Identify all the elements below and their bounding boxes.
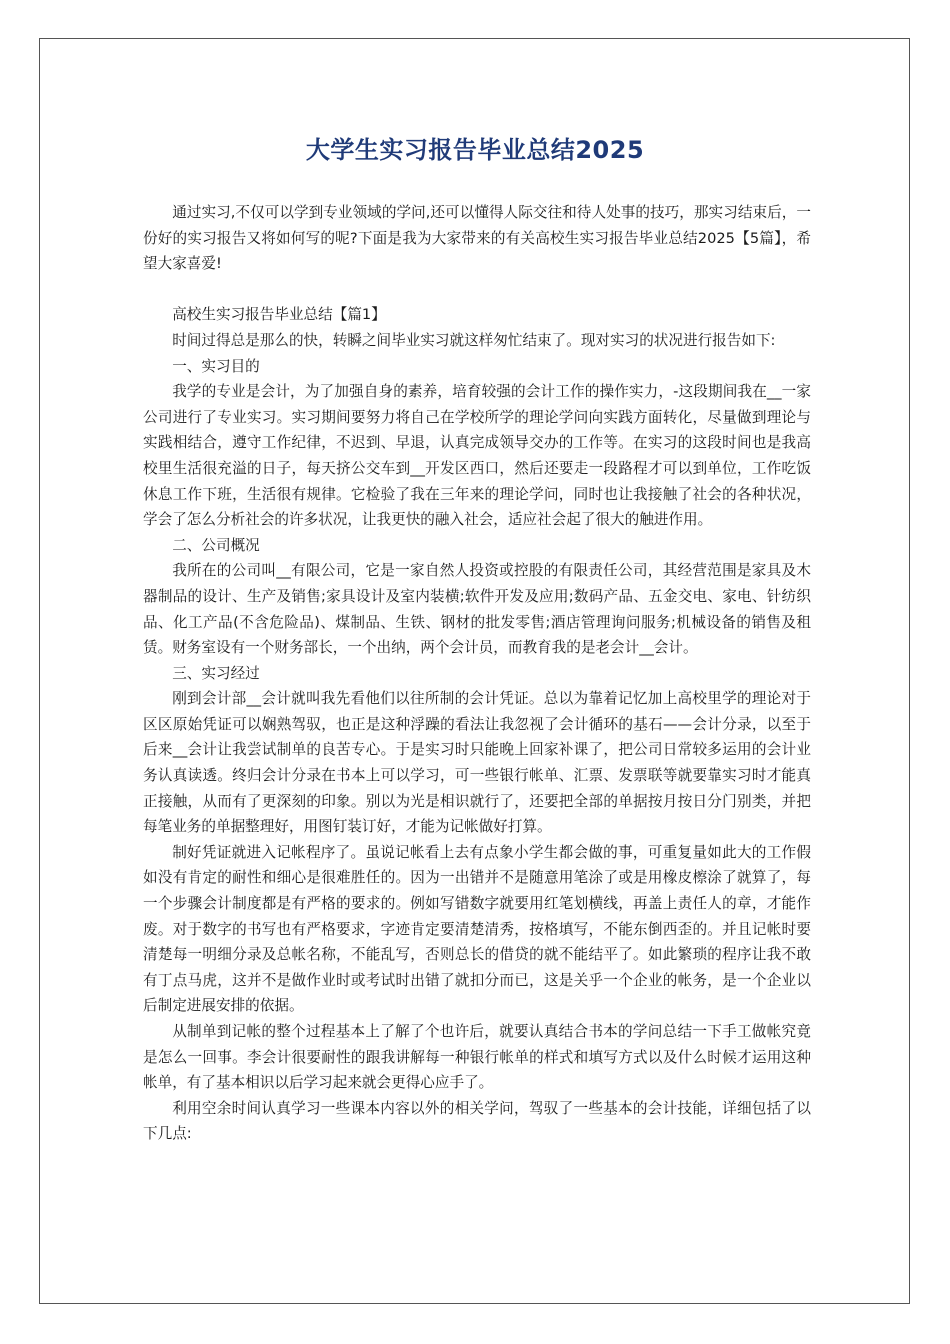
intro-paragraph: 通过实习,不仅可以学到专业领域的学问,还可以懂得人际交往和待人处事的技巧，那实习结束后，一份好的实习报告又将如何写的呢?下面是我为大家带来的有关高校生实习报告毕业总结2025【5篇】，希望大家喜爱! bbox=[143, 204, 811, 273]
opening-paragraph: 时间过得总是那么的快，转瞬之间毕业实习就这样匆忙结束了。现对实习的状况进行报告如下: bbox=[172, 331, 776, 349]
part3-paragraph-2: 制好凭证就进入记帐程序了。虽说记帐看上去有点象小学生都会做的事，可重复量如此大的工作假如没有肯定的耐性和细心是很难胜任的。因为一出错并不是随意用笔涂了或是用橡皮檫涂了就算了，每一个步骤会计制度都是有严格的要求的。例如写错数字就要用红笔划横线，再盖上责任人的章，才能作废。对于数字的书写也有严格要求，字迹肯定要清楚清秀，按格填写，不能东倒西歪的。并且记帐时要清楚每一明细分录及总帐名称，不能乱写，否则总长的借贷的就不能结平了。如此繁琐的程序让我不敢有丁点马虎，这并不是做作业时或考试时出错了就扣分而已，这是关乎一个企业的帐务，是一个企业以后制定进展安排的依据。 bbox=[143, 843, 811, 1015]
document-body bbox=[143, 200, 811, 1147]
part2-paragraph: 我所在的公司叫__有限公司，它是一家自然人投资或控股的有限责任公司，其经营范围是家具及木器制品的设计、生产及销售;家具设计及室内装横;软件开发及应用;数码产品、五金交电、家电、针纺织品、化工产品(不含危险品)、煤制品、生铁、钢材的批发零售;酒店管理询问服务;机械设备的销售及租赁。财务室设有一个财务部长，一个出纳，两个会计员，而教育我的是老会计__会计。 bbox=[143, 562, 811, 657]
part3-paragraph-4: 利用空余时间认真学习一些课本内容以外的相关学问，驾驭了一些基本的会计技能，详细包括了以下几点: bbox=[143, 1099, 811, 1143]
document-title: 大学生实习报告毕业总结2025 bbox=[305, 136, 645, 164]
part1-paragraph: 我学的专业是会计，为了加强自身的素养，培育较强的会计工作的操作实力，-这段期间我在__一家公司进行了专业实习。实习期间要努力将自己在学校所学的理论学问向实践方面转化，尽量做到理论与实践相结合，遵守工作纪律，不迟到、早退，认真完成领导交办的工作等。在实习的这段时间也是我高校里生活很充溢的日子，每天挤公交车到__开发区西口，然后还要走一段路程才可以到单位，工作吃饭休息工作下班，生活很有规律。它检验了我在三年来的理论学问，同时也让我接触了社会的各种状况，学会了怎么分析社会的许多状况，让我更快的融入社会，适应社会起了很大的触进作用。 bbox=[143, 383, 811, 529]
part3-heading: 三、实习经过 bbox=[172, 664, 260, 682]
section-heading: 高校生实习报告毕业总结【篇1】 bbox=[172, 306, 386, 324]
blank-line bbox=[143, 277, 811, 303]
part3-paragraph-1: 刚到会计部__会计就叫我先看他们以往所制的会计凭证。总以为靠着记忆加上高校里学的理论对于区区原始凭证可以娴熟驾驭，也正是这种浮躁的看法让我忽视了会计循环的基石——会计分录，以至于后来__会计让我尝试制单的良苦专心。于是实习时只能晚上回家补课了，把公司日常较多运用的会计业务认真读透。终归会计分录在书本上可以学习，可一些银行帐单、汇票、发票联等就要靠实习时才能真正接触，从而有了更深刻的印象。别以为光是相识就行了，还要把全部的单据按月按日分门别类，并把每笔业务的单据整理好，用图钉装订好，才能为记帐做好打算。 bbox=[143, 690, 811, 836]
part2-heading: 二、公司概况 bbox=[172, 536, 260, 554]
part3-paragraph-3: 从制单到记帐的整个过程基本上了解了个也许后，就要认真结合书本的学问总结一下手工做帐究竟是怎么一回事。李会计很要耐性的跟我讲解每一种银行帐单的样式和填写方式以及什么时候才运用这种帐单，有了基本相识以后学习起来就会更得心应手了。 bbox=[143, 1023, 811, 1092]
part1-heading: 一、实习目的 bbox=[172, 357, 260, 375]
